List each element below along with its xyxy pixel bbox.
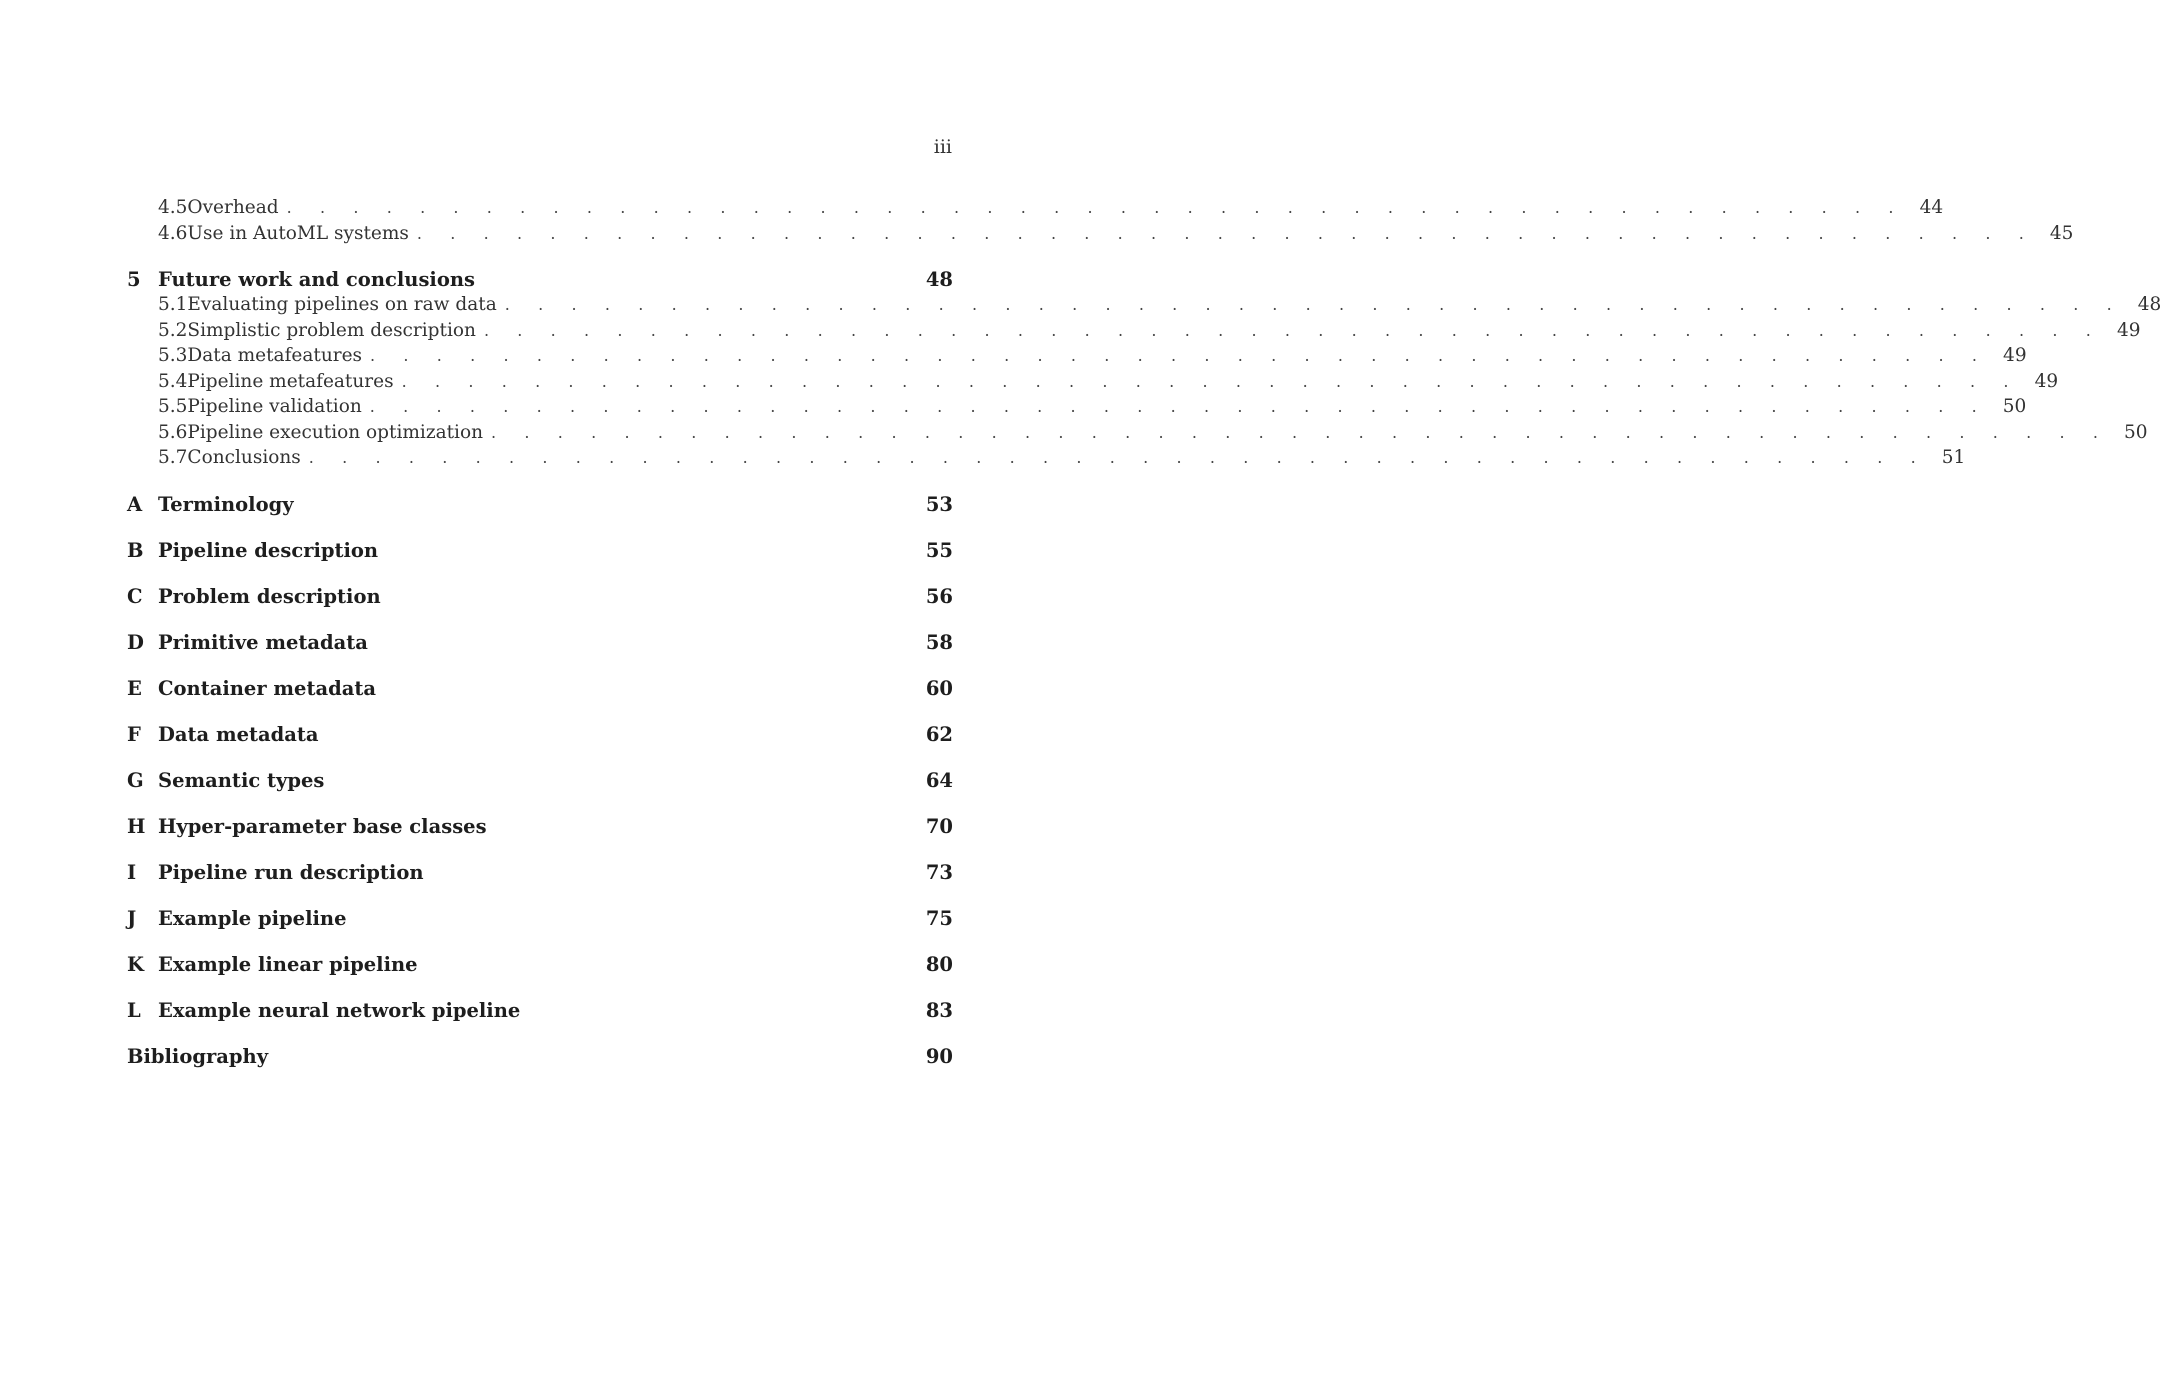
section-page: 51 [1941,447,1966,468]
appendix-title: Semantic types [158,768,325,792]
section-number: 5.7 [158,447,188,468]
bibliography-title: Bibliography [127,1044,269,1068]
toc-appendix-row[interactable] [127,861,953,887]
toc-appendix-row[interactable] [127,677,953,703]
toc-section-row[interactable] [127,197,1944,223]
appendix-title: Primitive metadata [158,630,368,654]
section-title: Pipeline validation [187,396,362,417]
appendix-letter: H [127,814,146,838]
section-number: 4.6 [158,222,188,244]
section-title: Conclusions [187,447,301,468]
appendix-title: Container metadata [158,676,376,700]
toc-section-row[interactable] [127,294,2161,320]
toc-appendix-row[interactable] [127,815,953,841]
toc-appendix-row[interactable] [127,723,953,749]
section-title: Pipeline metafeatures [187,370,394,392]
section-number: 5.2 [158,319,188,341]
chapter-page: 48 [925,268,953,291]
bibliography-page: 90 [925,1044,953,1068]
toc-section-row[interactable] [127,222,2074,249]
appendix-page: 56 [925,584,953,608]
toc-section-row[interactable] [127,396,2027,422]
toc-appendix-row[interactable] [127,907,953,933]
toc-section-row[interactable] [127,345,2027,371]
appendix-letter: E [127,676,142,700]
appendix-page: 64 [925,768,953,792]
dot-leader: . . . . . . . . . . . . . . . . . . . . . . . . . . . . . . . . . . . . . . . . . . . . . . . . . [416,223,2036,243]
section-number: 5.1 [158,294,188,315]
appendix-title: Example linear pipeline [158,952,418,976]
toc-appendix-row[interactable] [127,953,953,979]
dot-leader: . . . . . . . . . . . . . . . . . . . . . . . . . . . . . . . . . . . . . . . . . . . . . . . . . [401,371,2021,391]
section-number: 4.5 [158,197,188,218]
section-page: 49 [2003,345,2027,366]
appendix-letter: A [127,492,143,516]
section-title: Evaluating pipelines on raw data [187,294,497,315]
appendix-page: 83 [925,998,953,1022]
toc-section-row[interactable] [127,447,1966,473]
dot-leader: . . . . . . . . . . . . . . . . . . . . . . . . . . . . . . . . . . . . . . . . . . . . . . . . . [370,346,1989,365]
table-of-contents [127,197,2161,1071]
appendix-title: Hyper-parameter base classes [158,814,487,838]
appendix-letter: I [127,860,137,884]
appendix-page: 53 [925,492,953,516]
section-page: 44 [1919,197,1944,218]
section-page: 45 [2049,222,2074,244]
dot-leader: . . . . . . . . . . . . . . . . . . . . . . . . . . . . . . . . . . . . . . . . . . . . . . . . . [483,320,2103,340]
chapter-number: 5 [127,268,141,291]
section-number: 5.4 [158,370,188,392]
section-title: Use in AutoML systems [187,222,409,244]
appendix-letter: K [127,952,144,976]
appendix-letter: G [127,768,144,792]
section-title: Pipeline execution optimization [187,421,484,443]
dot-leader: . . . . . . . . . . . . . . . . . . . . . . . . . . . . . . . . . . . . . . . . . . . . . . . . . [491,422,2110,442]
appendix-title: Example pipeline [158,906,347,930]
appendix-page: 70 [925,814,953,838]
dot-leader: . . . . . . . . . . . . . . . . . . . . . . . . . . . . . . . . . . . . . . . . . . . . . . . . . [308,448,1928,467]
appendix-page: 62 [925,722,953,746]
dot-leader: . . . . . . . . . . . . . . . . . . . . . . . . . . . . . . . . . . . . . . . . . . . . . . . . . [504,295,2124,314]
appendix-letter: F [127,722,141,746]
section-page: 48 [2137,294,2161,315]
appendix-letter: C [127,584,143,608]
appendix-letter: B [127,538,144,562]
toc-section-row[interactable] [127,370,2059,397]
appendix-page: 55 [925,538,953,562]
appendix-title: Example neural network pipeline [158,998,521,1022]
appendix-title: Pipeline description [158,538,379,562]
section-title: Overhead [187,197,279,218]
appendix-title: Pipeline run description [158,860,424,884]
section-number: 5.3 [158,345,188,366]
section-page: 49 [2034,370,2059,392]
dot-leader: . . . . . . . . . . . . . . . . . . . . . . . . . . . . . . . . . . . . . . . . . . . . . . . . . [286,198,1906,217]
appendix-page: 58 [925,630,953,654]
dot-leader: . . . . . . . . . . . . . . . . . . . . . . . . . . . . . . . . . . . . . . . . . . . . . . . . . [369,397,1989,416]
toc-appendix-row[interactable] [127,539,953,565]
appendix-title: Problem description [158,584,381,608]
page-number: iii [933,136,952,158]
toc-appendix-row[interactable] [127,631,953,657]
section-page: 49 [2116,319,2141,341]
toc-chapter-row[interactable] [127,268,953,294]
toc-appendix-row[interactable] [127,493,953,519]
toc-section-row[interactable] [127,319,2141,346]
appendix-page: 75 [925,906,953,930]
appendix-letter: L [127,998,141,1022]
toc-bibliography-row[interactable] [127,1045,953,1071]
chapter-title: Future work and conclusions [158,268,475,291]
section-page: 50 [2002,396,2027,417]
section-number: 5.6 [158,421,188,443]
appendix-title: Data metadata [158,722,319,746]
section-title: Data metafeatures [187,345,363,366]
appendix-page: 80 [925,952,953,976]
toc-appendix-row[interactable] [127,769,953,795]
toc-appendix-row[interactable] [127,585,953,611]
section-title: Simplistic problem description [187,319,476,341]
toc-appendix-row[interactable] [127,999,953,1025]
appendix-title: Terminology [158,492,294,516]
appendix-letter: J [127,906,137,930]
section-number: 5.5 [158,396,188,417]
appendix-page: 60 [925,676,953,700]
section-page: 50 [2124,421,2148,443]
appendix-page: 73 [925,860,953,884]
toc-section-row[interactable] [127,421,2148,448]
appendix-letter: D [127,630,144,654]
